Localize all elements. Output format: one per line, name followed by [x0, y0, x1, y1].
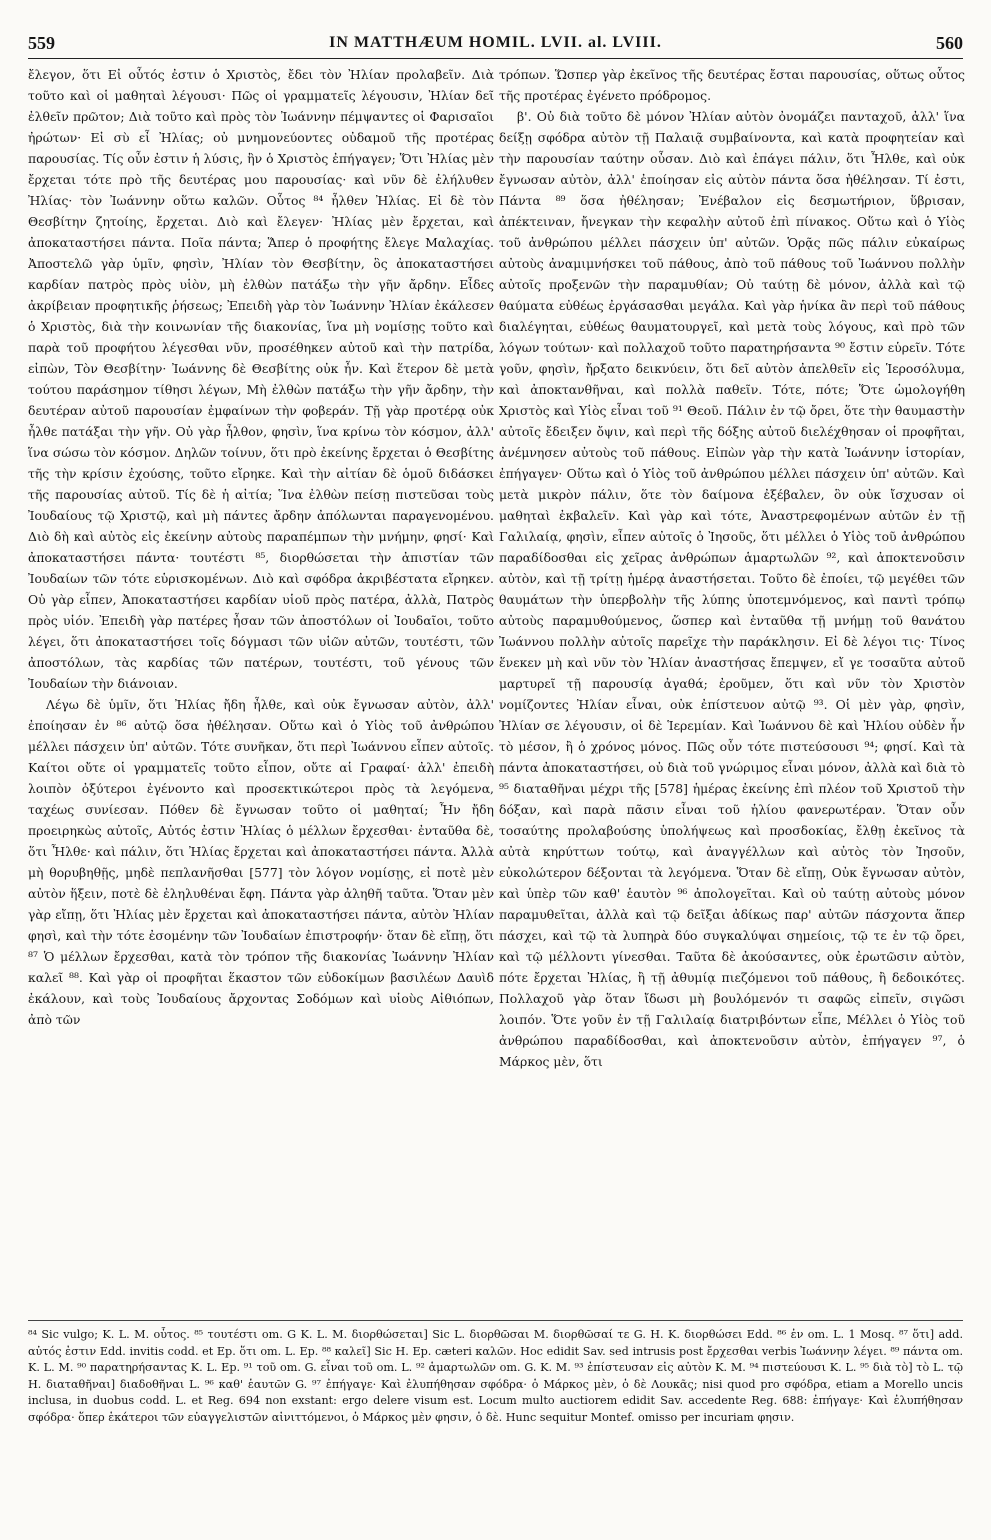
right-column	[499, 64, 965, 1072]
right-page-number: 560	[936, 32, 963, 53]
right-paragraph-1: τρόπων. Ὥσπερ γὰρ ἐκεῖνος τῆς δευτέρας ἔσται παρουσίας, οὕτως οὗτος τῆς προτέρας ἐγένετο πρόδρομος.	[499, 67, 965, 103]
footnotes-text: ⁸⁴ Sic vulgo; K. L. M. οὗτος. ⁸⁵ τουτέστι om. G K. L. M. διορθώσεται] Sic L. διορθῶσαι M. διορθῶσαί τε G. H. K. διορθώσει Edd. ⁸⁶ ἐν om. L. 1 Mosq. ⁸⁷ ὅτι] add. αὐτός ἐστιν Edd. invitis codd. et Ep. ὅτι om. L. Ep. ⁸⁸ καλεῖ] Sic H. Ep. cæteri καλῶν. Hoc edidit Sav. sed intrusis post ἔρχεσθαι verbis Ἰωάννην λέγει. ⁸⁹ πάντα om. K. L. M. ⁹⁰ παρατηρήσαντας K. L. Ep. ⁹¹ τοῦ om. G. εἶναι τοῦ om. L. ⁹² ἁμαρτωλῶν om. G. K. M. ⁹³ ἐπίστευσαν εἰς αὐτὸν K. M. ⁹⁴ πιστεύουσι K. L. ⁹⁵ διὰ τὸ] τὸ L. τῷ H. διαταθῆναι] διαδοθῆναι L. ⁹⁶ καθ' ἑαυτῶν G. ⁹⁷ ἐπήγαγε· Καὶ ἐλυπήθησαν σφόδρα· ὁ Μάρκος μὲν, ὁ δὲ Λουκᾶς; nisi quod pro σφόδρα, etiam a Morello uncis inclusa, in duobus codd. L. et Reg. 694 non exstant: ergo delere visum est. Locum multo auctiorem edidit Sav. accedente Reg. 688: ἐπήγαγε· Καὶ ἐλυπήθησαν σφόδρα· ὅπερ ἑκάτεροι τῶν εὐαγγελιστῶν αἰνιττόμενοι, ὁ Μάρκος μὲν φησιν, ὁ δὲ. Hunc sequitur Montef. omisso per incuriam φησιν.	[28, 1328, 963, 1424]
left-page-number: 559	[28, 32, 55, 53]
right-paragraph-2: β'. Οὐ διὰ τοῦτο δὲ μόνον Ἠλίαν αὐτὸν ὀνομάζει πανταχοῦ, ἀλλ' ἵνα δείξῃ σφόδρα αὐτὸν τῇ Παλαιᾷ συμβαίνοντα, καὶ κατὰ προφητείαν καὶ τὴν παρουσίαν ταύτην οὖσαν. Διὸ καὶ ἐπάγει πάλιν, ὅτι Ἦλθε, καὶ οὐκ ἔγνωσαν αὐτὸν, ἀλλ' ἐποίησαν εἰς αὐτὸν πάντα ὅσα ἠθέλησαν. Τί ἐστι, Πάντα ⁸⁹ ὅσα ἠθέλησαν; Ἐνέβαλον εἰς δεσμωτήριον, ὕβρισαν, ἀπέκτειναν, ἤνεγκαν τὴν κεφαλὴν αὐτοῦ ἐπὶ πίνακος. Οὕτω καὶ ὁ Υἱὸς τοῦ ἀνθρώπου μέλλει πάσχειν ὑπ' αὐτῶν. Ὁρᾷς πῶς πάλιν εὐκαίρως αὐτοὺς ἀναμιμνήσκει τοῦ πάθους, ἀπὸ τοῦ πάθους τοῦ Ἰωάννου πολλὴν αὐτοῖς προξενῶν τὴν παραμυθίαν; Οὐ ταύτῃ δὲ μόνον, ἀλλὰ καὶ τῷ θαύματα εὐθέως ἐργάσασθαι μεγάλα. Καὶ γὰρ ἡνίκα ἂν περὶ τοῦ πάθους διαλέγηται, εὐθέως θαυματουργεῖ, καὶ μετὰ τοὺς λόγους, καὶ πρὸ τῶν λόγων τούτων· καὶ πολλαχοῦ τοῦτο παρατηρήσαντα ⁹⁰ ἔστιν εὑρεῖν. Τότε γοῦν, φησὶν, ἤρξατο δεικνύειν, ὅτι δεῖ αὐτὸν ἀπελθεῖν εἰς Ἱεροσόλυμα, καὶ ἀποκτανθῆναι, καὶ πολλὰ παθεῖν. Τότε, πότε; Ὅτε ὡμολογήθη Χριστὸς καὶ Υἱὸς εἶναι τοῦ ⁹¹ Θεοῦ. Πάλιν ἐν τῷ ὄρει, ὅτε τὴν θαυμαστὴν αὐτοῖς ἔδειξεν ὄψιν, καὶ περὶ τῆς δόξης αὐτοῦ διελέχθησαν οἱ προφῆται, ἀνέμνησεν αὐτοὺς τοῦ πάθους. Εἰπὼν γὰρ τὴν κατὰ Ἰωάννην ἱστορίαν, ἐπήγαγεν· Οὕτω καὶ ὁ Υἱὸς τοῦ ἀνθρώπου μέλλει πάσχειν ὑπ' αὐτῶν. Καὶ μετὰ μικρὸν πάλιν, ὅτε τὸν δαίμονα ἐξέβαλεν, ὃν οὐκ ἴσχυσαν οἱ μαθηταὶ ἐκβαλεῖν. Καὶ γὰρ καὶ τότε, Ἀναστρεφομένων αὐτῶν ἐν τῇ Γαλιλαίᾳ, φησὶν, εἶπεν αὐτοῖς ὁ Ἰησοῦς, ὅτι μέλλει ὁ Υἱὸς τοῦ ἀνθρώπου παραδίδοσθαι εἰς χεῖρας ἀνθρώπων ἁμαρτωλῶν ⁹², καὶ ἀποκτενοῦσιν αὐτὸν, καὶ τῇ τρίτῃ ἡμέρᾳ ἀναστήσεται. Τοῦτο δὲ ἐποίει, τῷ μεγέθει τῶν θαυμάτων τὴν ὑπερβολὴν τῆς λύπης ὑποτεμνόμενος, καὶ παντὶ τρόπῳ αὐτοὺς παραμυθούμενος, ὥσπερ καὶ ἐνταῦθα τῇ μνήμῃ τοῦ θανάτου Ἰωάννου πολλὴν αὐτοῖς παρεῖχε τὴν παράκλησιν. Εἰ δὲ λέγοι τις· Τίνος ἕνεκεν μὴ καὶ νῦν τὸν Ἠλίαν ἀναστήσας ἔπεμψεν, εἴ γε τοσαῦτα αὐτοῦ μαρτυρεῖ τῇ παρουσίᾳ ἀγαθά; ἐροῦμεν, ὅτι καὶ νῦν τὸν Χριστὸν νομίζοντες Ἠλίαν εἶναι, οὐκ ἐπίστευον αὐτῷ ⁹³. Οἱ μὲν γὰρ, φησὶν, Ἠλίαν σε λέγουσιν, οἱ δὲ Ἱερεμίαν. Καὶ Ἰωάννου δὲ καὶ Ἠλίου οὐδὲν ἦν τὸ μέσον, ἢ ὁ χρόνος μόνος. Πῶς οὖν τότε πιστεύσουσι ⁹⁴; φησί. Καὶ τὰ πάντα ἀποκαταστήσει, οὐ διὰ τοῦ γνώριμος εἶναι μόνον, ἀλλὰ καὶ διὰ τὸ ⁹⁵ διαταθῆναι μέχρι τῆς [578] ἡμέρας ἐκείνης ἐπὶ πλέον τοῦ Χριστοῦ τὴν δόξαν, καὶ παρὰ πᾶσιν εἶναι τοῦ ἡλίου φανερωτέραν. Ὅταν οὖν τοσαύτης προλαβούσης ὑπολήψεως καὶ προσδοκίας, ἔλθῃ ἐκεῖνος τὰ αὐτὰ κηρύττων τούτῳ, καὶ ἀναγγέλλων καὶ αὐτὸς τὸν Ἰησοῦν, εὐκολώτερον δέξονται τὰ λεγόμενα. Ὅταν δὲ εἴπῃ, Οὐκ ἔγνωσαν αὐτὸν, καὶ ὑπὲρ τῶν καθ' ἑαυτὸν ⁹⁶ ἀπολογεῖται. Καὶ οὐ ταύτῃ αὐτοὺς μόνον παραμυθεῖται, ἀλλὰ καὶ τῷ δεῖξαι ἀδίκως παρ' αὐτῶν πάσχοντα ἅπερ πάσχει, καὶ τῷ τὰ λυπηρὰ δύο συγκαλύψαι σημείοις, τῷ τε ἐν τῷ ὄρει, καὶ τῷ μέλλοντι γίνεσθαι. Ταῦτα δὲ ἀκούσαντες, οὐκ ἐρωτῶσιν αὐτὸν, πότε ἔρχεται Ἠλίας, ἢ τῇ ἀθυμίᾳ πιεζόμενοι τοῦ πάθους, ἢ δεδοικότες. Πολλαχοῦ γὰρ ὅταν ἴδωσι μὴ βουλόμενόν τι σαφῶς εἰπεῖν, σιγῶσι λοιπόν. Ὅτε γοῦν ἐν τῇ Γαλιλαίᾳ διατριβόντων εἶπε, Μέλλει ὁ Υἱὸς τοῦ ἀνθρώπου παραδίδοσθαι, καὶ ἀποκτενοῦσιν αὐτὸν, ἐπήγαγεν ⁹⁷, ὁ Μάρκος μὲν, ὅτι	[499, 109, 965, 1069]
left-column	[28, 64, 494, 1030]
running-title: IN MATTHÆUM HOMIL. LVII. al. LVIII.	[329, 34, 662, 51]
running-header	[28, 28, 963, 59]
left-paragraph-1: ἔλεγον, ὅτι Εἰ οὗτός ἐστιν ὁ Χριστὸς, ἔδει τὸν Ἠλίαν προλαβεῖν. Διὰ τοῦτο καὶ οἱ μαθηταὶ λέγουσι· Πῶς οἱ γραμματεῖς λέγουσιν, Ἠλίαν δεῖ ἐλθεῖν πρῶτον; Διὰ τοῦτο καὶ πρὸς τὸν Ἰωάννην πέμψαντες οἱ Φαρισαῖοι ἠρώτων· Εἰ σὺ εἶ Ἠλίας; οὐ μνημονεύοντες οὐδαμοῦ τῆς προτέρας παρουσίας. Τίς οὖν ἐστιν ἡ λύσις, ἣν ὁ Χριστὸς ἐπήγαγεν; Ὅτι Ἠλίας μὲν ἔρχεται τότε πρὸ τῆς δευτέρας μου παρουσίας· καὶ νῦν δὲ ἐλήλυθεν Ἠλίας· τὸν Ἰωάννην οὕτω καλῶν. Οὗτος ⁸⁴ ἦλθεν Ἠλίας. Εἰ δὲ τὸν Θεσβίτην ζητοίης, ἔρχεται. Διὸ καὶ ἔλεγεν· Ἠλίας μὲν ἔρχεται, καὶ ἀποκαταστήσει πάντα. Ποῖα πάντα; Ἅπερ ὁ προφήτης ἔλεγε Μαλαχίας. Ἀποστελῶ γὰρ ὑμῖν, φησὶν, Ἠλίαν τὸν Θεσβίτην, ὃς ἀποκαταστήσει καρδίαν πατρὸς πρὸς υἱὸν, μὴ ἐλθὼν πατάξω τὴν γῆν ἄρδην. Εἶδες ἀκρίβειαν προφητικῆς ῥήσεως; Ἐπειδὴ γὰρ τὸν Ἰωάννην Ἠλίαν ἐκάλεσεν ὁ Χριστὸς, διὰ τὴν κοινωνίαν τῆς διακονίας, ἵνα μὴ νομίσῃς τοῦτο καὶ παρὰ τοῦ προφήτου λέγεσθαι νῦν, προσέθηκεν αὐτοῦ καὶ τὴν πατρίδα, εἰπὼν, Τὸν Θεσβίτην· Ἰωάννης δὲ Θεσβίτης οὐκ ἦν. Καὶ ἕτερον δὲ μετὰ τούτου παράσημον τίθησι λέγων, Μὴ ἐλθὼν πατάξω τὴν γῆν ἄρδην, τὴν δευτέραν αὐτοῦ παρουσίαν ἐμφαίνων τὴν φοβεράν. Τῇ γὰρ προτέρᾳ οὐκ ἦλθε πατάξαι τὴν γῆν. Οὐ γὰρ ἦλθον, φησὶν, ἵνα κρίνω τὸν κόσμον, ἀλλ' ἵνα σώσω τὸν κόσμον. Δηλῶν τοίνυν, ὅτι πρὸ ἐκείνης ἔρχεται ὁ Θεσβίτης τῆς τὴν κρίσιν ἐχούσης, τοῦτο εἴρηκε. Καὶ τὴν αἰτίαν δὲ ὁμοῦ διδάσκει τῆς παρουσίας αὐτοῦ. Τίς δὲ ἡ αἰτία; Ἵνα ἐλθὼν πείσῃ πιστεῦσαι τοὺς Ἰουδαίους τῷ Χριστῷ, καὶ μὴ πάντες ἄρδην ἀπόλωνται παραγενομένου. Διὸ δὴ καὶ αὐτὸς εἰς ἐκείνην αὐτοὺς παραπέμπων τὴν μνήμην, φησί· Καὶ ἀποκαταστήσει πάντα· τουτέστι ⁸⁵, διορθώσεται τὴν ἀπιστίαν τῶν Ἰουδαίων τῶν τότε εὑρισκομένων. Διὸ καὶ σφόδρα ἀκριβέστατα εἴρηκεν. Οὐ γὰρ εἶπεν, Ἀποκαταστήσει καρδίαν υἱοῦ πρὸς πατέρα, ἀλλὰ, Πατρὸς πρὸς υἱόν. Ἐπειδὴ γὰρ πατέρες ἦσαν τῶν ἀποστόλων οἱ Ἰουδαῖοι, τοῦτο λέγει, ὅτι ἀποκαταστήσει τοῖς δόγμασι τῶν υἱῶν αὐτῶν, τουτέστι, τῶν ἀποστόλων, τὰς καρδίας τῶν πατέρων, τουτέστι, τοῦ γένους τῶν Ἰουδαίων τὴν διάνοιαν.	[28, 67, 494, 691]
footnotes	[28, 1320, 963, 1427]
left-paragraph-2: Λέγω δὲ ὑμῖν, ὅτι Ἠλίας ἤδη ἦλθε, καὶ οὐκ ἔγνωσαν αὐτὸν, ἀλλ' ἐποίησαν ἐν ⁸⁶ αὐτῷ ὅσα ἠθέλησαν. Οὕτω καὶ ὁ Υἱὸς τοῦ ἀνθρώπου μέλλει πάσχειν ὑπ' αὐτῶν. Τότε συνῆκαν, ὅτι περὶ Ἰωάννου εἶπεν αὐτοῖς. Καίτοι οὔτε οἱ γραμματεῖς τοῦτο εἶπον, οὔτε αἱ Γραφαί· ἀλλ' ἐπειδὴ λοιπὸν ὀξύτεροι ἐγένοντο καὶ προσεκτικώτεροι πρὸς τὰ λεγόμενα, ταχέως συνίεσαν. Πόθεν δὲ ἔγνωσαν τοῦτο οἱ μαθηταί; Ἦν ἤδη προειρηκὼς αὐτοῖς, Αὐτός ἐστιν Ἠλίας ὁ μέλλων ἔρχεσθαι· ἐνταῦθα δὲ, ὅτι Ἦλθε· καὶ πάλιν, ὅτι Ἠλίας ἔρχεται καὶ ἀποκαταστήσει πάντα. Ἀλλὰ μὴ θορυβηθῇς, μηδὲ πεπλανῆσθαι [577] τὸν λόγον νομίσῃς, εἰ ποτὲ μὲν αὐτὸν ἥξειν, ποτὲ δὲ ἐληλυθέναι ἔφη. Πάντα γὰρ ἀληθῆ ταῦτα. Ὅταν μὲν γὰρ εἴπῃ, ὅτι Ἠλίας μὲν ἔρχεται καὶ ἀποκαταστήσει πάντα, αὐτὸν Ἠλίαν φησὶ, καὶ τὴν τότε ἐσομένην τῶν Ἰουδαίων ἐπιστροφήν· ὅταν δὲ εἴπῃ, ὅτι ⁸⁷ Ὁ μέλλων ἔρχεσθαι, κατὰ τὸν τρόπον τῆς διακονίας Ἰωάννην Ἠλίαν καλεῖ ⁸⁸. Καὶ γὰρ οἱ προφῆται ἕκαστον τῶν εὐδοκίμων βασιλέων Δαυὶδ ἐκάλουν, καὶ τοὺς Ἰουδαίους ἄρχοντας Σοδόμων καὶ υἱοὺς Αἰθιόπων, ἀπὸ τῶν	[28, 697, 494, 1027]
